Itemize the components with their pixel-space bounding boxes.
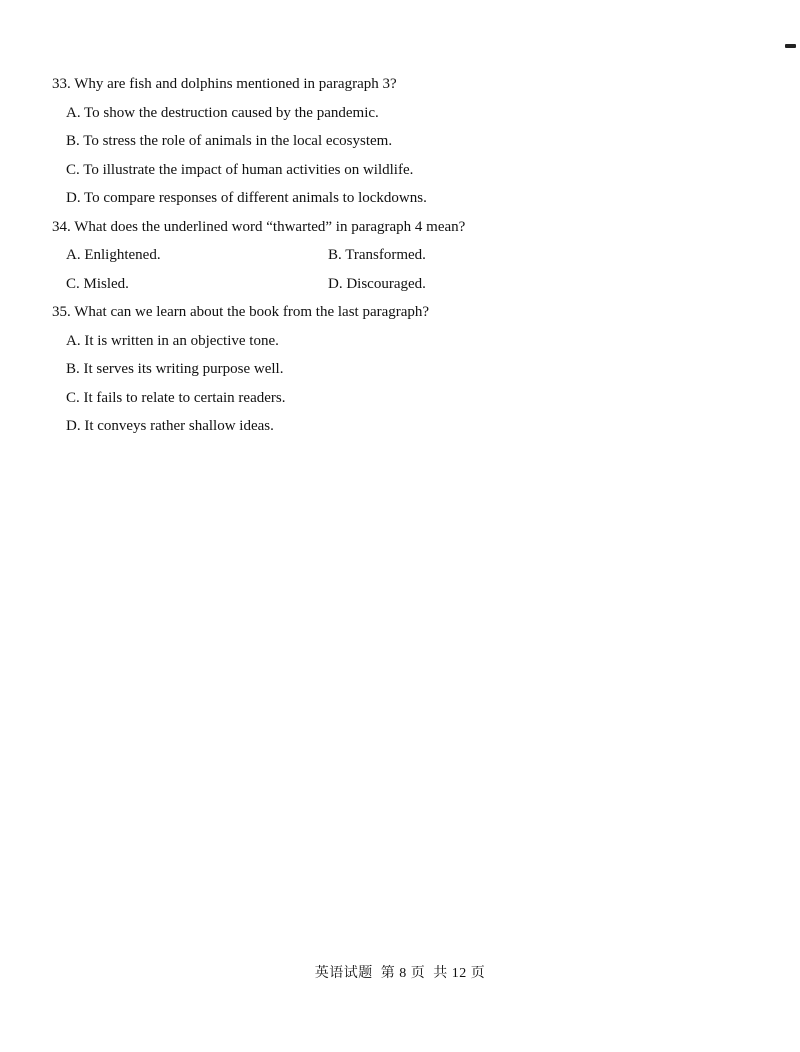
- option-b: B. Transformed.: [328, 247, 426, 263]
- corner-mark: [785, 44, 796, 48]
- option-d: D. It conveys rather shallow ideas.: [66, 418, 274, 434]
- option-list: [52, 327, 752, 441]
- option-list: [52, 241, 752, 298]
- question-35: [52, 298, 752, 441]
- question-stem: 35. What can we learn about the book from the last paragraph?: [52, 304, 430, 320]
- question-33: [52, 70, 752, 213]
- option-c: C. To illustrate the impact of human activities on wildlife.: [66, 161, 414, 178]
- option-a: A. To show the destruction caused by the pandemic.: [66, 104, 379, 121]
- option-c: C. It fails to relate to certain readers.: [66, 389, 286, 406]
- option-c: C. Misled.: [66, 275, 129, 292]
- option-b: B. To stress the role of animals in the local ecosystem.: [66, 133, 393, 149]
- option-a: A. Enlightened.: [66, 247, 161, 263]
- question-list: [52, 70, 752, 441]
- option-b: B. It serves its writing purpose well.: [66, 361, 284, 377]
- question-34: [52, 213, 752, 299]
- option-a: A. It is written in an objective tone.: [66, 332, 279, 349]
- page-footer: 英语试题 第 8 页 共 12 页: [314, 966, 486, 981]
- question-stem: 34. What does the underlined word “thwarted” in paragraph 4 mean?: [52, 218, 466, 235]
- option-d: D. To compare responses of different animals to lockdowns.: [66, 190, 427, 206]
- option-list: [52, 99, 752, 213]
- option-d: D. Discouraged.: [328, 275, 426, 292]
- question-stem: 33. Why are fish and dolphins mentioned in paragraph 3?: [52, 76, 397, 92]
